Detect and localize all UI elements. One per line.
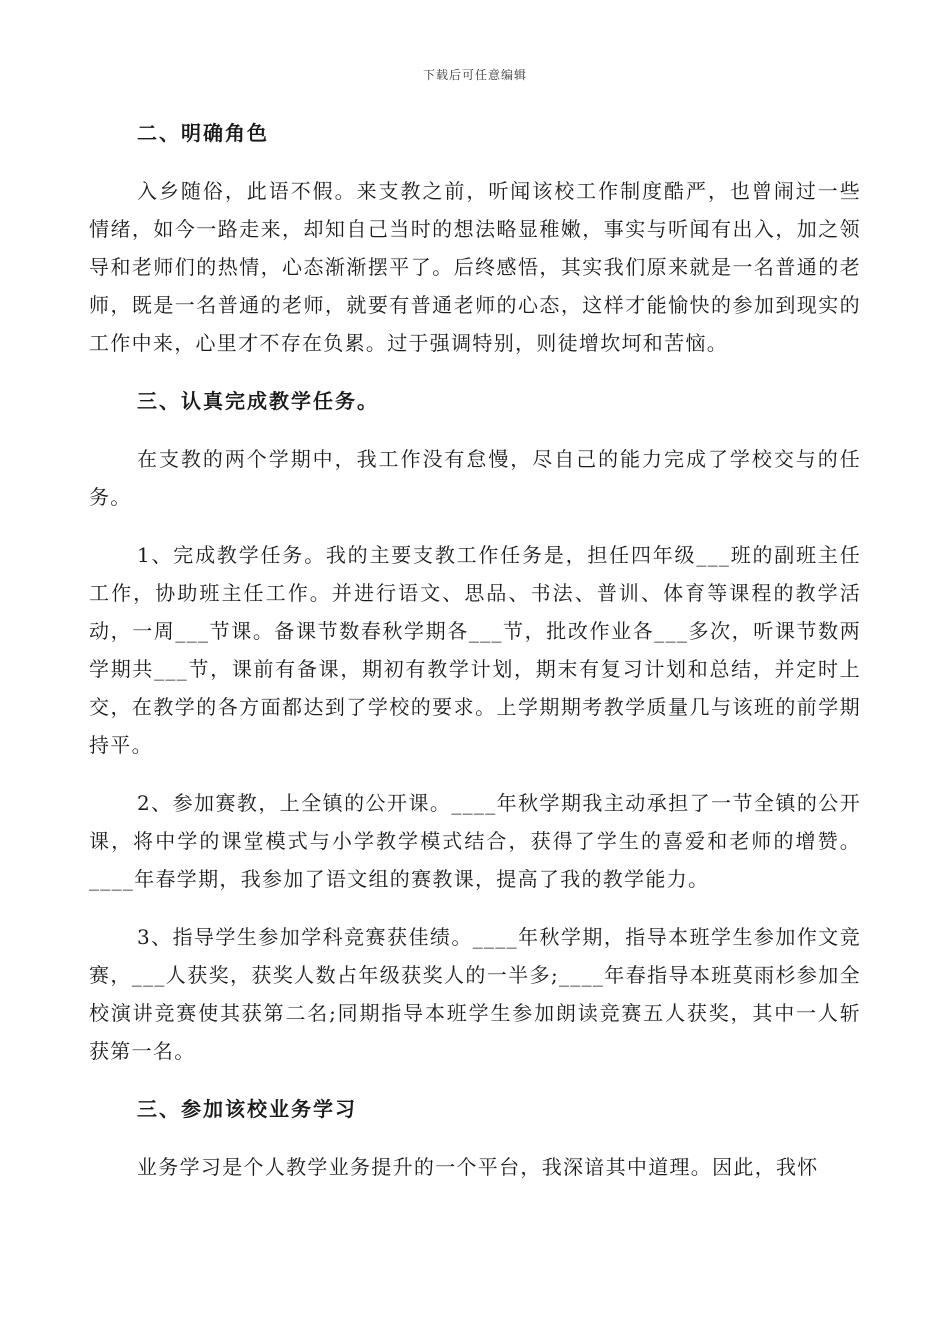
document-body	[89, 114, 861, 1186]
section-heading-teaching-tasks: 三、认真完成教学任务。	[137, 389, 379, 413]
page-header: 下载后可任意编辑	[422, 68, 527, 82]
paragraph-tasks-intro: 在支教的两个学期中，我工作没有怠慢，尽自己的能力完成了学校交与的任务。	[89, 447, 861, 509]
paragraph-role-attitude: 入乡随俗，此语不假。来支教之前，听闻该校工作制度酷严，也曾闹过一些情绪，如今一路走来，却知自己当时的想法略显稚嫩，事实与听闻有出入，加之领导和老师们的热情，心态渐渐摆平了。后终感悟，其实我们原来就是一名普通的老师，既是一名普通的老师，就要有普通老师的心态，这样才能愉快的参加到现实的工作中来，心里才不存在负累。过于强调特别，则徒增坎坷和苦恼。	[89, 179, 861, 355]
section-heading-business-study: 三、参加该校业务学习	[137, 1097, 357, 1121]
paragraph-task-1: 1、完成教学任务。我的主要支教工作任务是，担任四年级___班的副班主任工作，协助班主任工作。并进行语文、思品、书法、普训、体育等课程的教学活动，一周___节课。备课节数春秋学期各___节，批改作业各___多次，听课节数两学期共___节，课前有备课，期初有教学计划，期末有复习计划和总结，并定时上交，在教学的各方面都达到了学校的要求。上学期期考教学质量几与该班的前学期持平。	[89, 543, 861, 757]
paragraph-task-2: 2、参加赛教，上全镇的公开课。____年秋学期我主动承担了一节全镇的公开课，将中学的课堂模式与小学教学模式结合，获得了学生的喜爱和老师的增赞。____年春学期，我参加了语文组的赛教课，提高了我的教学能力。	[89, 791, 861, 891]
paragraph-business-study: 业务学习是个人教学业务提升的一个平台，我深谙其中道理。因此，我怀	[137, 1155, 819, 1179]
section-heading-clarify-role: 二、明确角色	[137, 121, 269, 145]
paragraph-task-3: 3、指导学生参加学科竞赛获佳绩。____年秋学期，指导本班学生参加作文竞赛，___人获奖，获奖人数占年级获奖人的一半多;____年春指导本班莫雨杉参加全校演讲竞赛使其获第二名;同期指导本班学生参加朗读竞赛五人获奖，其中一人斩获第一名。	[89, 925, 861, 1063]
